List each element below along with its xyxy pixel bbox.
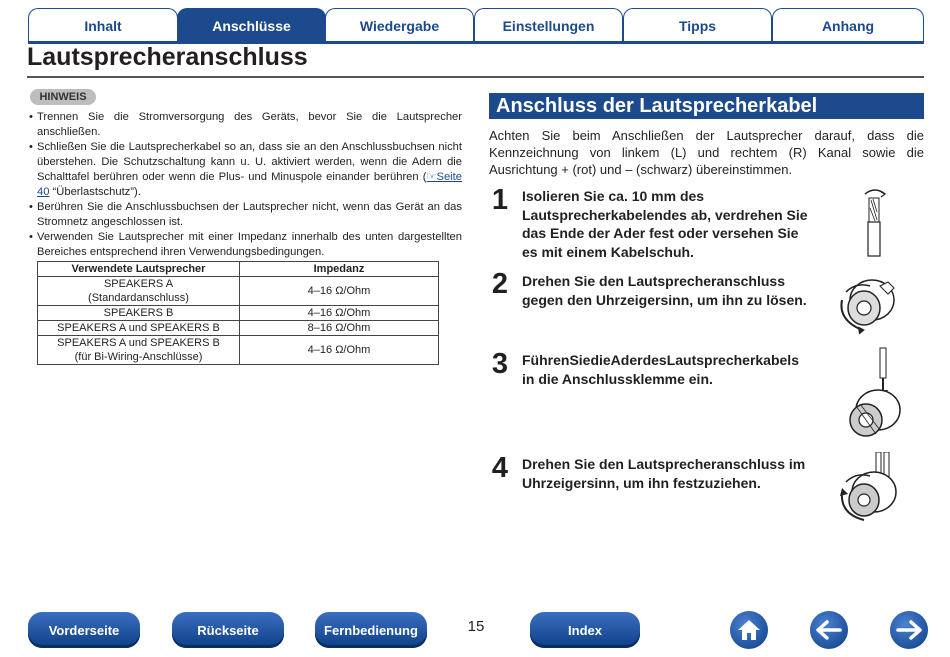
note-item: • Schließen Sie die Lautsprecherkabel so an, dass sie an den Anschlussbuchsen nicht überstehen. Die Schutzschaltung kann u. U. aktiviert werden, wenn die Adern die Schalttafel berühren oder wenn die Plus- und Minuspole einander berühren (☞Seite 40 “Überlastschutz”). bbox=[37, 140, 462, 200]
page-link-icon[interactable]: ☞ bbox=[426, 171, 437, 183]
stripped-wire-icon bbox=[855, 184, 895, 260]
step-text: FührenSiedieAderdesLautsprecherkabels in die Anschlussklemme ein. bbox=[522, 352, 799, 387]
tab-anhang[interactable]: Anhang bbox=[772, 8, 924, 42]
home-icon bbox=[736, 618, 762, 642]
nav-back-button[interactable]: Rückseite bbox=[172, 612, 284, 648]
tab-tipps[interactable]: Tipps bbox=[623, 8, 772, 42]
step-number: 4 bbox=[491, 452, 509, 484]
hinweis-badge: HINWEIS bbox=[30, 89, 96, 105]
arrow-right-icon bbox=[896, 620, 922, 640]
intro-text: Achten Sie beim Anschließen der Lautsprecher darauf, dass die Kennzeichnung von linkem (L) und rechtem (R) Kanal sowie die Ausrichtung + (rot) und – (schwarz) übereinstimmen. bbox=[489, 128, 924, 177]
table-row: SPEAKERS A und SPEAKERS B 8–16 Ω/Ohm bbox=[38, 321, 439, 336]
impedance-table bbox=[37, 261, 439, 365]
page-number: 15 bbox=[467, 618, 485, 635]
arrow-left-icon bbox=[816, 620, 842, 640]
terminal-tighten-icon bbox=[836, 452, 906, 524]
notes-list bbox=[37, 110, 462, 260]
nav-front-button[interactable]: Vorderseite bbox=[28, 612, 140, 648]
nav-remote-button[interactable]: Fernbedienung bbox=[315, 612, 427, 648]
tab-inhalt[interactable]: Inhalt bbox=[28, 8, 178, 42]
step-number: 3 bbox=[491, 348, 509, 380]
note-item: • Berühren Sie die Anschlussbuchsen der Lautsprecher nicht, wenn das Gerät an das Stromnetz angeschlossen ist. bbox=[37, 200, 462, 230]
step-text: Drehen Sie den Lautsprecheranschluss gegen den Uhrzeigersinn, um ihn zu lösen. bbox=[522, 273, 807, 308]
tab-anschluesse[interactable]: Anschlüsse bbox=[177, 8, 326, 42]
table-header: Verwendete Lautsprecher bbox=[38, 262, 240, 277]
table-header: Impedanz bbox=[240, 262, 439, 277]
table-row: SPEAKERS A (Standardanschluss) 4–16 Ω/Ohm bbox=[38, 277, 439, 306]
title-divider bbox=[27, 76, 924, 78]
section-heading: Anschluss der Lautsprecherkabel bbox=[489, 93, 924, 119]
previous-page-button[interactable] bbox=[810, 611, 848, 649]
step-text: Isolieren Sie ca. 10 mm des Lautsprecherkabelendes ab, verdrehen Sie das Ende der Ader fest oder versehen Sie es mit einem Kabelschuh. bbox=[522, 188, 808, 260]
wire-insert-icon bbox=[838, 346, 906, 442]
nav-index-button[interactable]: Index bbox=[530, 612, 640, 648]
step-number: 2 bbox=[491, 268, 509, 300]
home-button[interactable] bbox=[730, 611, 768, 649]
tab-einstellungen[interactable]: Einstellungen bbox=[474, 8, 623, 42]
next-page-button[interactable] bbox=[890, 611, 928, 649]
terminal-loosen-icon bbox=[836, 270, 904, 336]
table-row: SPEAKERS B 4–16 Ω/Ohm bbox=[38, 306, 439, 321]
tab-wiedergabe[interactable]: Wiedergabe bbox=[325, 8, 474, 42]
chapter-tabs bbox=[28, 8, 924, 44]
note-item: • Verwenden Sie Lautsprecher mit einer Impedanz innerhalb des unten dargestellten Bereiches entsprechend ihren Verwendungsbedingungen. bbox=[37, 230, 462, 260]
table-row: SPEAKERS A und SPEAKERS B (für Bi-Wiring-Anschlüsse) 4–16 Ω/Ohm bbox=[38, 336, 439, 365]
note-item: • Trennen Sie die Stromversorgung des Geräts, bevor Sie die Lautsprecher anschließen. bbox=[37, 110, 462, 140]
step-text: Drehen Sie den Lautsprecheranschluss im Uhrzeigersinn, um ihn festzuziehen. bbox=[522, 456, 806, 491]
step-number: 1 bbox=[491, 184, 509, 216]
page-title: Lautsprecheranschluss bbox=[27, 43, 308, 71]
page-link[interactable]: Seite 40 bbox=[37, 171, 462, 198]
